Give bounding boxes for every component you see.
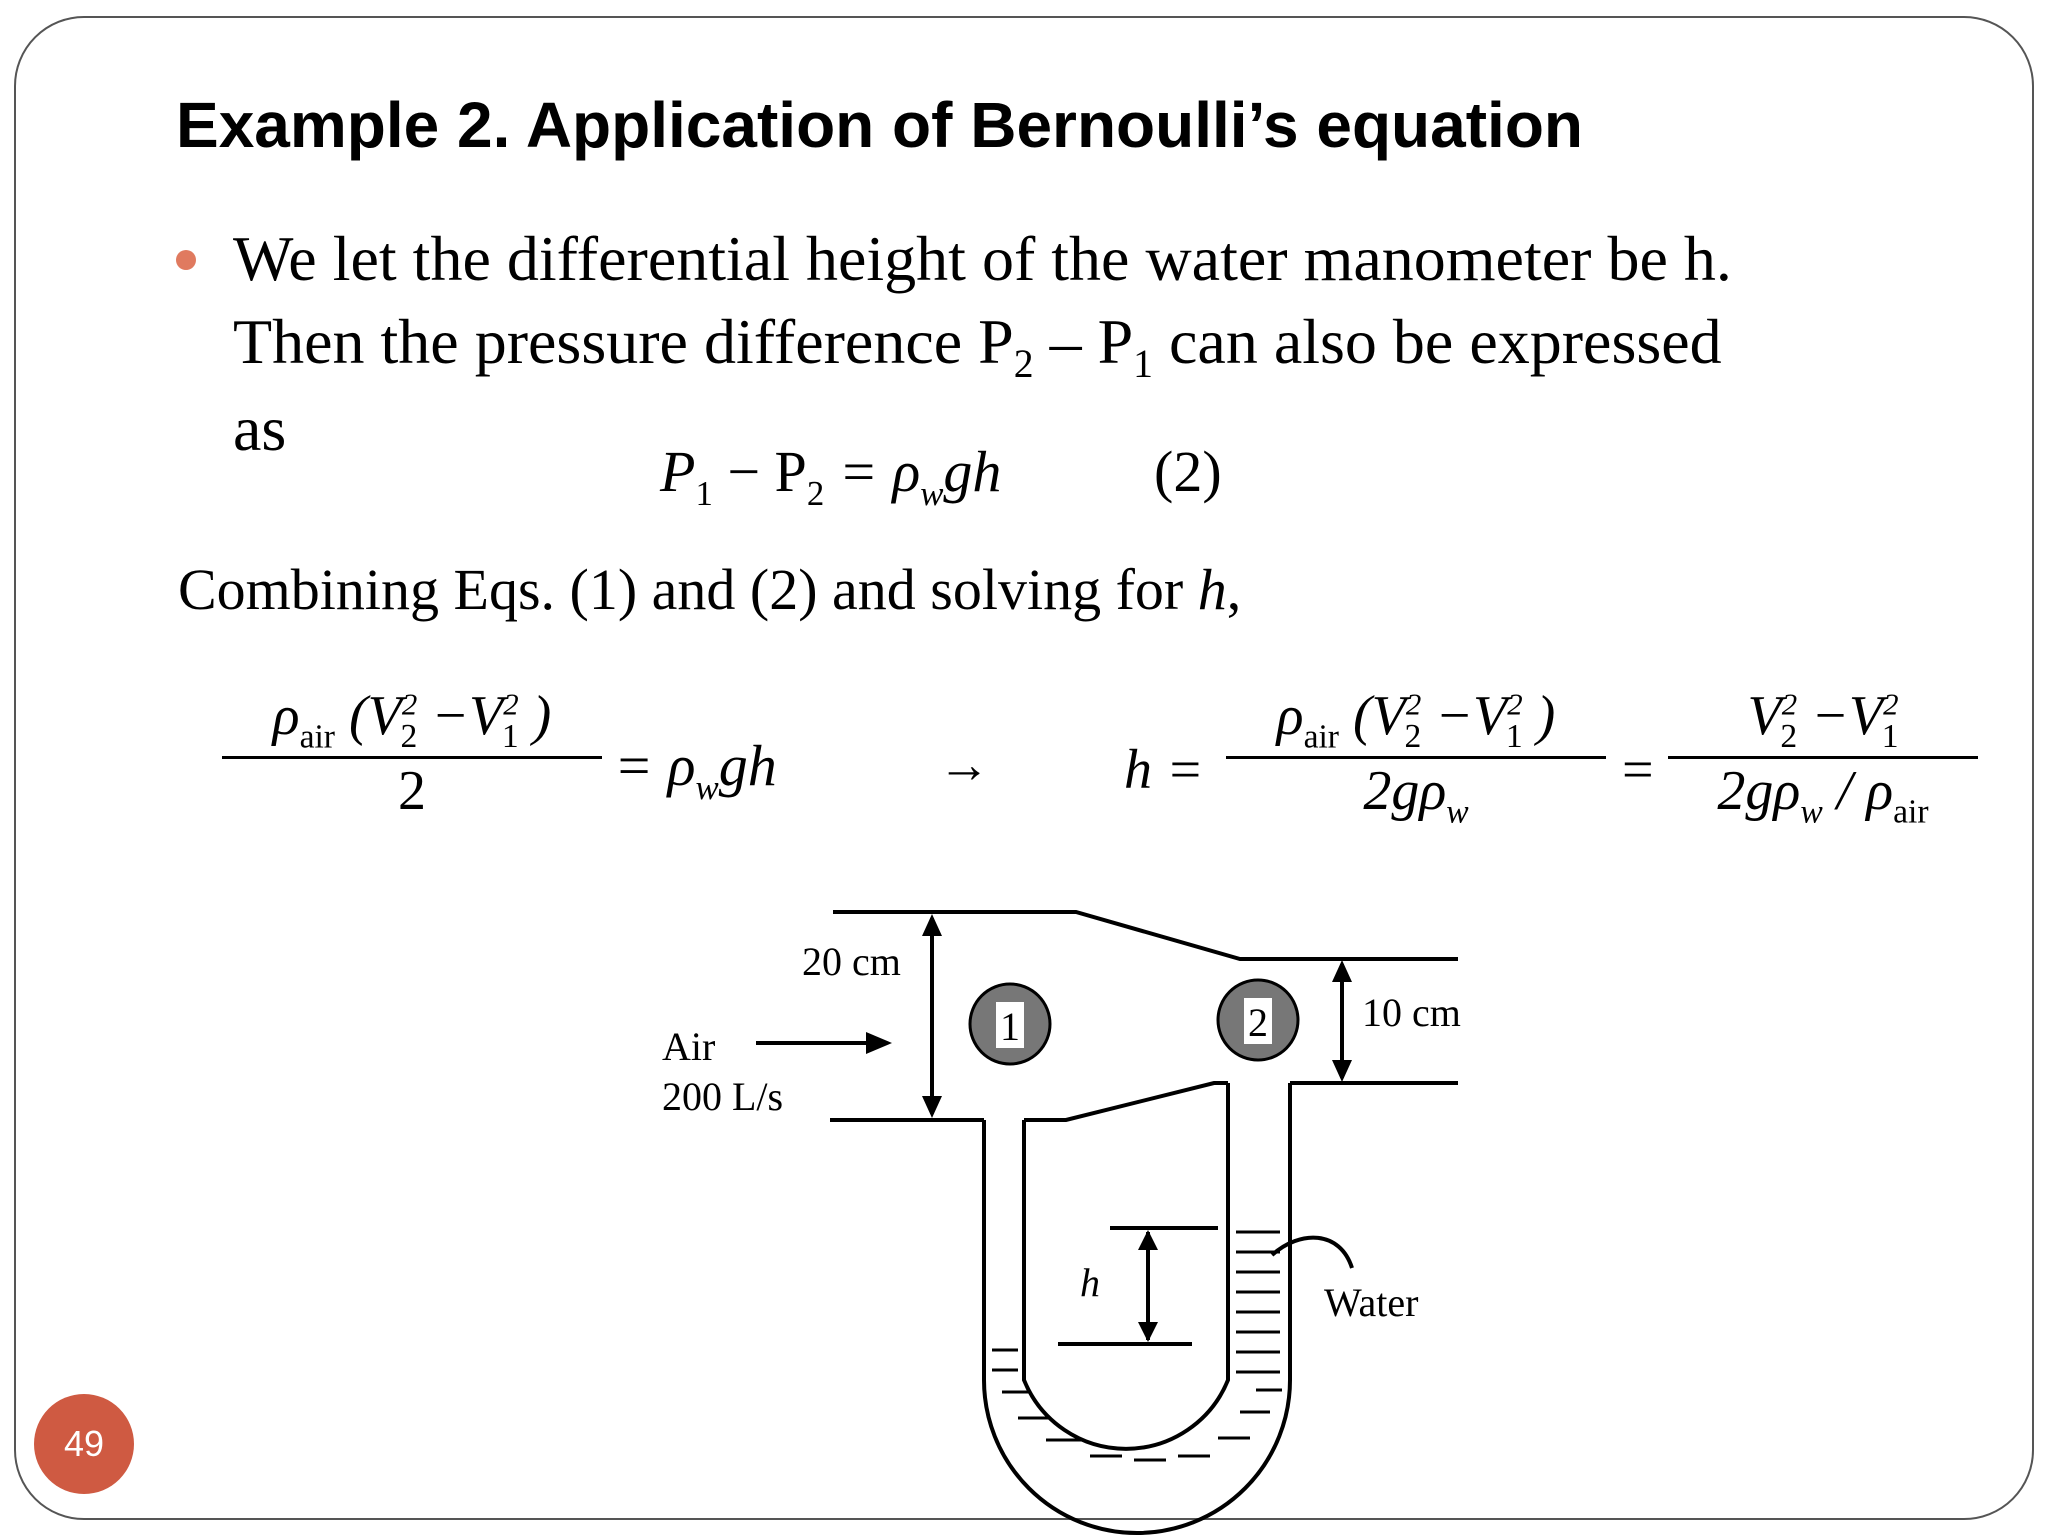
bullet-line-3: as bbox=[233, 393, 287, 464]
page-number-badge: 49 bbox=[34, 1394, 134, 1494]
air-subscript-3: air bbox=[1893, 793, 1929, 831]
eq2-subw: w bbox=[920, 473, 944, 513]
fraction-2-numerator: $\rho_{air}$ ($V^2_2 -V^2_1$ ) bbox=[1276, 685, 1556, 756]
subscript-2: 2 bbox=[1013, 341, 1034, 386]
bullet-line-2-dash: – P bbox=[1033, 306, 1134, 377]
two-g-rho: 2gρ bbox=[1363, 760, 1447, 823]
label-flow-rate: 200 L/s bbox=[662, 1074, 784, 1119]
equals-rho: = ρ bbox=[614, 733, 696, 798]
equals-sign: = bbox=[1622, 739, 1654, 801]
fraction-1-denominator: 2 bbox=[398, 760, 426, 823]
eq2-equals: = ρ bbox=[824, 439, 921, 504]
eq2-sub1: 1 bbox=[695, 473, 713, 513]
h-equals: h = bbox=[1124, 739, 1204, 801]
water-leader-line bbox=[1272, 1238, 1352, 1268]
equation-2-label: (2) bbox=[1154, 439, 1222, 504]
slash-rho: / ρ bbox=[1822, 760, 1894, 823]
station-2-label: 2 bbox=[1248, 1000, 1268, 1045]
subscript-1: 1 bbox=[1133, 341, 1153, 386]
combine-text-h: h bbox=[1197, 557, 1227, 622]
bullet-line-2-part-b: can also be expressed bbox=[1153, 306, 1722, 377]
label-20cm: 20 cm bbox=[802, 939, 901, 984]
bullet-line-1: We let the differential height of the water manometer be h. bbox=[233, 223, 1732, 294]
slide-title: Example 2. Application of Bernoulli’s equation bbox=[176, 89, 1583, 161]
eq2-p: P bbox=[660, 439, 696, 504]
label-h: h bbox=[1080, 1260, 1100, 1305]
fraction-1-numerator: $\rho_{air}$ ($V^2_2 -V^2_1$ ) bbox=[272, 685, 552, 756]
label-air: Air bbox=[662, 1024, 716, 1069]
w-subscript: w bbox=[695, 767, 719, 807]
u-tube-outer bbox=[984, 1083, 1290, 1533]
bullet-line-2-part-a: Then the pressure difference P bbox=[233, 306, 1014, 377]
label-10cm: 10 cm bbox=[1362, 990, 1461, 1035]
duct-bottom-throat bbox=[1024, 1083, 1228, 1120]
eq2-minus: − P bbox=[712, 439, 807, 504]
eq2-rhs: gh bbox=[943, 439, 1002, 504]
label-water: Water bbox=[1324, 1280, 1419, 1325]
eq2-sub2: 2 bbox=[806, 473, 825, 513]
two-g-rho-3: 2gρ bbox=[1717, 760, 1801, 823]
air-subscript: air bbox=[299, 718, 335, 756]
combine-text-a: Combining Eqs. (1) and (2) and solving for bbox=[178, 557, 1198, 622]
rho-symbol: ρ bbox=[272, 685, 300, 747]
combine-text-b: , bbox=[1226, 557, 1242, 622]
w-subscript-3: w bbox=[1800, 793, 1823, 831]
fraction-3-numerator: $V^2_2 -V^2_1$ bbox=[1747, 685, 1899, 756]
u-tube-inner bbox=[1024, 1083, 1228, 1449]
gh-text: gh bbox=[718, 733, 777, 798]
w-subscript-2: w bbox=[1446, 793, 1469, 831]
station-1-label: 1 bbox=[1000, 1004, 1020, 1049]
right-arrow-icon: → bbox=[938, 737, 990, 794]
